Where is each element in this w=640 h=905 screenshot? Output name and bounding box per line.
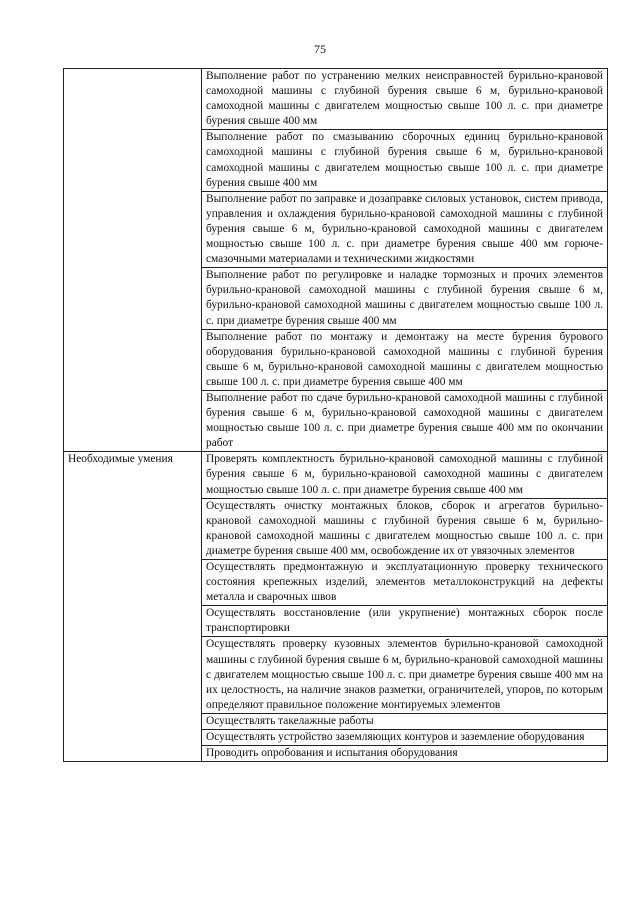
table-cell: Осуществлять восстановление (или укрупнение) монтажных сборок после транспортировки xyxy=(202,606,608,637)
table-cell: Выполнение работ по сдаче бурильно-крановой самоходной машины с глубиной бурения свыше 6 м, бурильно-крановой самоходной машины с двигателем мощностью свыше 100 л. с. при диаметре бурения свыше 400 мм по окончании работ xyxy=(202,390,608,451)
table-cell: Осуществлять предмонтажную и эксплуатационную проверку технического состояния крепежных изделий, элементов металлоконструкций на дефекты металла и сварочных швов xyxy=(202,560,608,606)
table-cell: Выполнение работ по монтажу и демонтажу на месте бурения бурового оборудования бурильно-крановой самоходной машины с глубиной бурения свыше 6 м, бурильно-крановой самоходной машины с двигателем мощностью свыше 100 л. с. при диаметре бурения свыше 400 мм xyxy=(202,329,608,390)
table-cell: Проводить опробования и испытания оборудования xyxy=(202,746,608,762)
table-row xyxy=(64,452,608,498)
table-cell: Осуществлять такелажные работы xyxy=(202,713,608,729)
page-number: 75 xyxy=(314,42,326,56)
table-cell: Выполнение работ по устранению мелких неисправностей бурильно-крановой самоходной машины с глубиной бурения свыше 6 м, бурильно-крановой самоходной машины с двигателем мощностью свыше 100 л. с. при диаметре бурения свыше 400 мм xyxy=(202,69,608,130)
row-label-skills: Необходимые умения xyxy=(64,452,202,762)
table-cell: Осуществлять очистку монтажных блоков, сборок и агрегатов бурильно-крановой самоходной машины с глубиной бурения свыше 6 м, бурильно-крановой самоходной машины с двигателем мощностью свыше 100 л. с. при диаметре бурения свыше 400 мм, освобождение их от увязочных элементов xyxy=(202,498,608,559)
table-cell: Проверять комплектность бурильно-крановой самоходной машины с глубиной бурения свыше 6 м, бурильно-крановой самоходной машины с двигателем мощностью свыше 100 л. с. при диаметре бурения свыше 400 мм xyxy=(202,452,608,498)
table-cell: Выполнение работ по смазыванию сборочных единиц бурильно-крановой самоходной машины с глубиной бурения свыше 6 м, бурильно-крановой самоходной машины с двигателем мощностью свыше 100 л. с. при диаметре бурения свыше 400 мм xyxy=(202,130,608,191)
competency-table xyxy=(63,68,608,762)
table-cell: Выполнение работ по заправке и дозаправке силовых установок, систем привода, управления и охлаждения бурильно-крановой самоходной машины с глубиной бурения свыше 6 м, бурильно-крановой самоходной машины с двигателем мощностью свыше 100 л. с. при диаметре бурения свыше 400 мм горюче-смазочными материалами и техническими жидкостями xyxy=(202,191,608,267)
table-cell: Осуществлять устройство заземляющих контуров и заземление оборудования xyxy=(202,730,608,746)
row-label-cell-continued xyxy=(64,69,202,452)
table-row xyxy=(64,69,608,130)
table-cell: Осуществлять проверку кузовных элементов бурильно-крановой самоходной машины с глубиной бурения свыше 6 м, бурильно-крановой самоходной машины с двигателем мощностью свыше 100 л. с. при диаметре бурения свыше 400 мм на их целостность, на наличие знаков разметки, ограничителей, упоров, по которым определяют правильное положение монтируемых элементов xyxy=(202,637,608,713)
table-cell: Выполнение работ по регулировке и наладке тормозных и прочих элементов бурильно-крановой самоходной машины с глубиной бурения свыше 6 м, бурильно-крановой самоходной машины с двигателем мощностью свыше 100 л. с. при диаметре бурения свыше 400 мм xyxy=(202,268,608,329)
